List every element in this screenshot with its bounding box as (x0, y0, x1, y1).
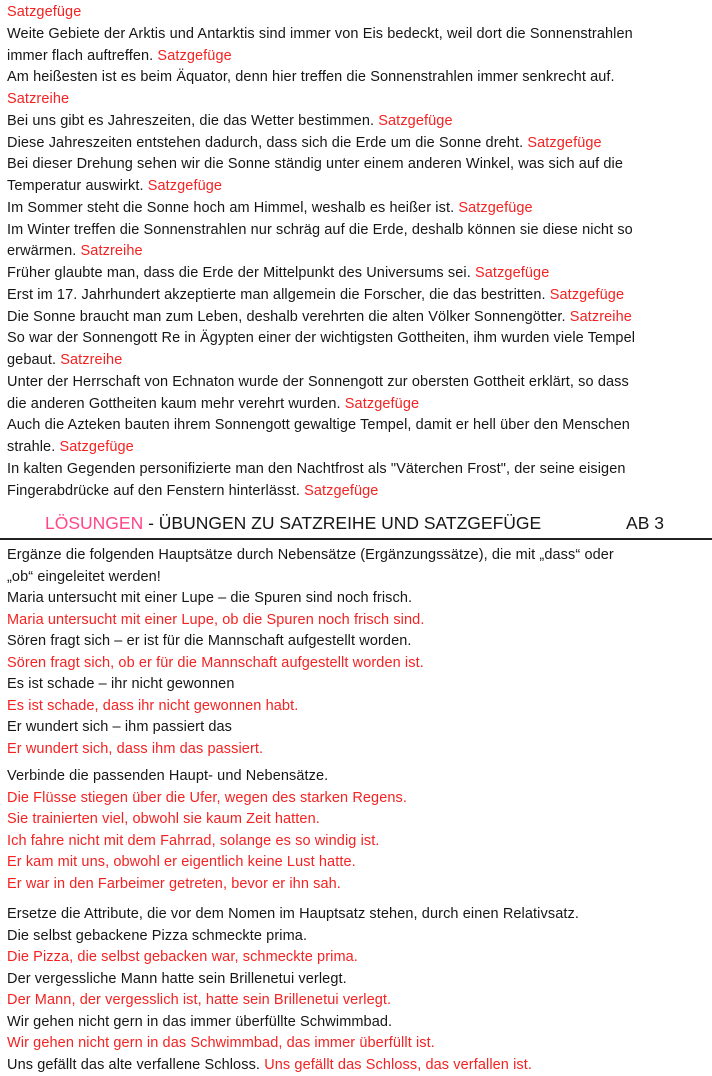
text-segment: die anderen Gottheiten kaum mehr verehrt wurden. (7, 395, 345, 412)
answer-text-segment: Satzgefüge (7, 4, 82, 20)
text-segment: Die selbst gebackene Pizza schmeckte prima. (7, 927, 308, 944)
answer-text-segment: Satzgefüge (304, 482, 379, 499)
text-line (7, 739, 706, 761)
text-line (7, 415, 706, 437)
exercise-verbinde-block (7, 766, 706, 895)
text-segment: Ergänze die folgenden Hauptsätze durch Nebensätze (Ergänzungssätze), die mit „dass“ oder (7, 547, 614, 564)
text-line (7, 89, 706, 111)
text-line (7, 653, 706, 675)
answer-text-segment: Es ist schade, dass ihr nicht gewonnen habt. (7, 697, 299, 714)
answer-text-segment: Die Pizza, die selbst gebacken war, schmeckte prima. (7, 949, 358, 966)
text-segment: Auch die Azteken bauten ihrem Sonnengott gewaltige Tempel, damit er hell über den Menschen (7, 417, 630, 434)
answer-text-segment: Satzgefüge (59, 439, 134, 455)
text-segment: strahle. (7, 439, 60, 455)
text-line (7, 610, 706, 632)
answer-text-segment: Er kam mit uns, obwohl er eigentlich keine Lust hatte. (7, 854, 356, 871)
text-line (7, 2, 706, 24)
text-segment: immer flach auftreffen. (7, 47, 158, 64)
text-segment: Im Winter treffen die Sonnenstrahlen nur schräg auf die Erde, deshalb können sie diese nicht so (7, 221, 633, 238)
answer-text-segment: Sie trainierten viel, obwohl sie kaum Zeit hatten. (7, 811, 320, 828)
answer-text-segment: Maria untersucht mit einer Lupe, ob die Spuren noch frisch sind. (7, 611, 425, 628)
text-segment: Unter der Herrschaft von Echnaton wurde der Sonnengott zur obersten Gottheit erklärt, so dass (7, 373, 629, 390)
text-segment: Es ist schade – ihr nicht gewonnen (7, 676, 235, 693)
answer-text-segment: Satzgefüge (527, 134, 602, 151)
answer-text-segment: Satzgefüge (147, 178, 223, 194)
text-segment: Die Sonne braucht man zum Leben, deshalb verehrten die alten Völker Sonnengötter. (7, 308, 570, 325)
text-line (7, 766, 706, 788)
text-line (7, 198, 706, 220)
text-segment: „ob“ eingeleitet werden! (7, 568, 161, 585)
text-segment: Ersetze die Attribute, die vor dem Nomen im Hauptsatz stehen, durch einen Relativsatz. (7, 906, 579, 923)
text-line (7, 1033, 706, 1055)
text-line (7, 154, 706, 176)
sheet-number: AB 3 (626, 513, 664, 534)
text-segment: gebaut. (7, 352, 61, 368)
answer-text-segment: Der Mann, der vergesslich ist, hatte sein Brillenetui verlegt. (7, 992, 392, 1009)
answer-text-segment: Ich fahre nicht mit dem Fahrrad, solange es so windig ist. (7, 832, 380, 849)
text-line (7, 674, 706, 696)
text-segment: Diese Jahreszeiten entstehen dadurch, dass sich die Erde um die Sonne dreht. (7, 134, 528, 151)
text-line (7, 176, 706, 198)
answer-text-segment: Satzgefüge (378, 112, 453, 129)
text-line (7, 263, 706, 285)
text-segment: Im Sommer steht die Sonne hoch am Himmel, weshalb es heißer ist. (7, 199, 459, 216)
exercise-dass-ob-block (7, 545, 706, 760)
text-segment: Uns gefällt das alte verfallene Schloss. (7, 1056, 265, 1073)
text-line (7, 372, 706, 394)
text-line (7, 809, 706, 831)
text-line (7, 788, 706, 810)
exercise-relativsatz-block (7, 904, 706, 1076)
answer-text-segment: Die Flüsse stiegen über die Ufer, wegen des starken Regens. (7, 789, 408, 806)
answer-text-segment: Satzgefüge (475, 265, 550, 281)
answer-text-segment: Uns gefällt das Schloss, das verfallen ist. (264, 1056, 533, 1073)
solutions-label: LÖSUNGEN (45, 513, 144, 534)
text-line (7, 111, 706, 133)
answer-text-segment: Satzreihe (7, 91, 70, 107)
text-segment: So war der Sonnengott Re in Ägypten einer der wichtigsten Gottheiten, ihm wurden viele Tempel (7, 330, 636, 347)
text-segment: Der vergessliche Mann hatte sein Brillenetui verlegt. (7, 970, 347, 987)
text-segment: Verbinde die passenden Haupt- und Nebensätze. (7, 768, 329, 785)
text-line (7, 947, 706, 969)
answer-text-segment: Satzreihe (569, 308, 632, 325)
text-segment: Bei uns gibt es Jahreszeiten, die das Wetter bestimmen. (7, 112, 379, 129)
worksheet-title-text: - ÜBUNGEN ZU SATZREIHE UND SATZGEFÜGE (143, 513, 542, 534)
text-segment: Am heißesten ist es beim Äquator, denn hier treffen die Sonnenstrahlen immer senkrecht auf. (7, 69, 615, 86)
classification-text-block (7, 2, 706, 502)
text-line (7, 350, 706, 372)
text-line (7, 567, 706, 589)
answer-text-segment: Satzreihe (60, 352, 123, 368)
text-line (7, 46, 706, 68)
text-line (7, 1012, 706, 1034)
answer-text-segment: Sören fragt sich, ob er für die Mannschaft aufgestellt worden ist. (7, 654, 424, 671)
text-segment: Er wundert sich – ihm passiert das (7, 719, 233, 736)
text-line (7, 588, 706, 610)
text-line (7, 307, 706, 329)
text-line (7, 133, 706, 155)
answer-text-segment: Er war in den Farbeimer getreten, bevor er ihn sah. (7, 875, 341, 892)
answer-text-segment: Satzgefüge (344, 395, 420, 412)
text-line (7, 394, 706, 416)
text-segment: Erst im 17. Jahrhundert akzeptierte man allgemein die Forscher, die das bestritten. (7, 286, 550, 303)
text-line (7, 926, 706, 948)
text-segment: Früher glaubte man, dass die Erde der Mittelpunkt des Universums sei. (7, 265, 475, 281)
answer-text-segment: Satzgefüge (549, 286, 625, 303)
text-segment: Sören fragt sich – er ist für die Mannschaft aufgestellt worden. (7, 633, 412, 650)
text-segment: Maria untersucht mit einer Lupe – die Spuren sind noch frisch. (7, 590, 413, 607)
text-line (7, 717, 706, 739)
text-segment: Wir gehen nicht gern in das immer überfüllte Schwimmbad. (7, 1013, 393, 1030)
text-line (7, 631, 706, 653)
text-line (7, 874, 706, 896)
text-line (7, 24, 706, 46)
text-line (7, 285, 706, 307)
worksheet-title (45, 511, 541, 536)
text-segment: Weite Gebiete der Arktis und Antarktis sind immer von Eis bedeckt, weil dort die Sonnenstrahlen (7, 25, 633, 42)
text-line (7, 852, 706, 874)
text-segment: In kalten Gegenden personifizierte man den Nachtfrost als "Väterchen Frost", der seine eisigen (7, 460, 626, 477)
text-segment: Fingerabdrücke auf den Fenstern hinterlässt. (7, 482, 305, 499)
text-line (7, 1055, 706, 1076)
worksheet-header (7, 511, 706, 536)
answer-text-segment: Satzgefüge (458, 199, 533, 216)
text-line (7, 481, 706, 503)
text-line (7, 67, 706, 89)
text-segment: Bei dieser Drehung sehen wir die Sonne ständig unter einem anderen Winkel, was sich auf die (7, 156, 624, 173)
answer-text-segment: Wir gehen nicht gern in das Schwimmbad, das immer überfüllt ist. (7, 1035, 435, 1052)
text-line (7, 990, 706, 1012)
text-line (7, 904, 706, 926)
text-segment: Temperatur auswirkt. (7, 178, 148, 194)
text-line (7, 545, 706, 567)
text-line (7, 328, 706, 350)
answer-text-segment: Satzreihe (80, 243, 143, 260)
text-segment: erwärmen. (7, 243, 81, 260)
header-divider (0, 538, 712, 540)
text-line (7, 241, 706, 263)
text-line (7, 696, 706, 718)
text-line (7, 459, 706, 481)
text-line (7, 969, 706, 991)
text-line (7, 831, 706, 853)
text-line (7, 220, 706, 242)
answer-text-segment: Satzgefüge (157, 47, 232, 64)
answer-text-segment: Er wundert sich, dass ihm das passiert. (7, 740, 264, 757)
text-line (7, 437, 706, 459)
